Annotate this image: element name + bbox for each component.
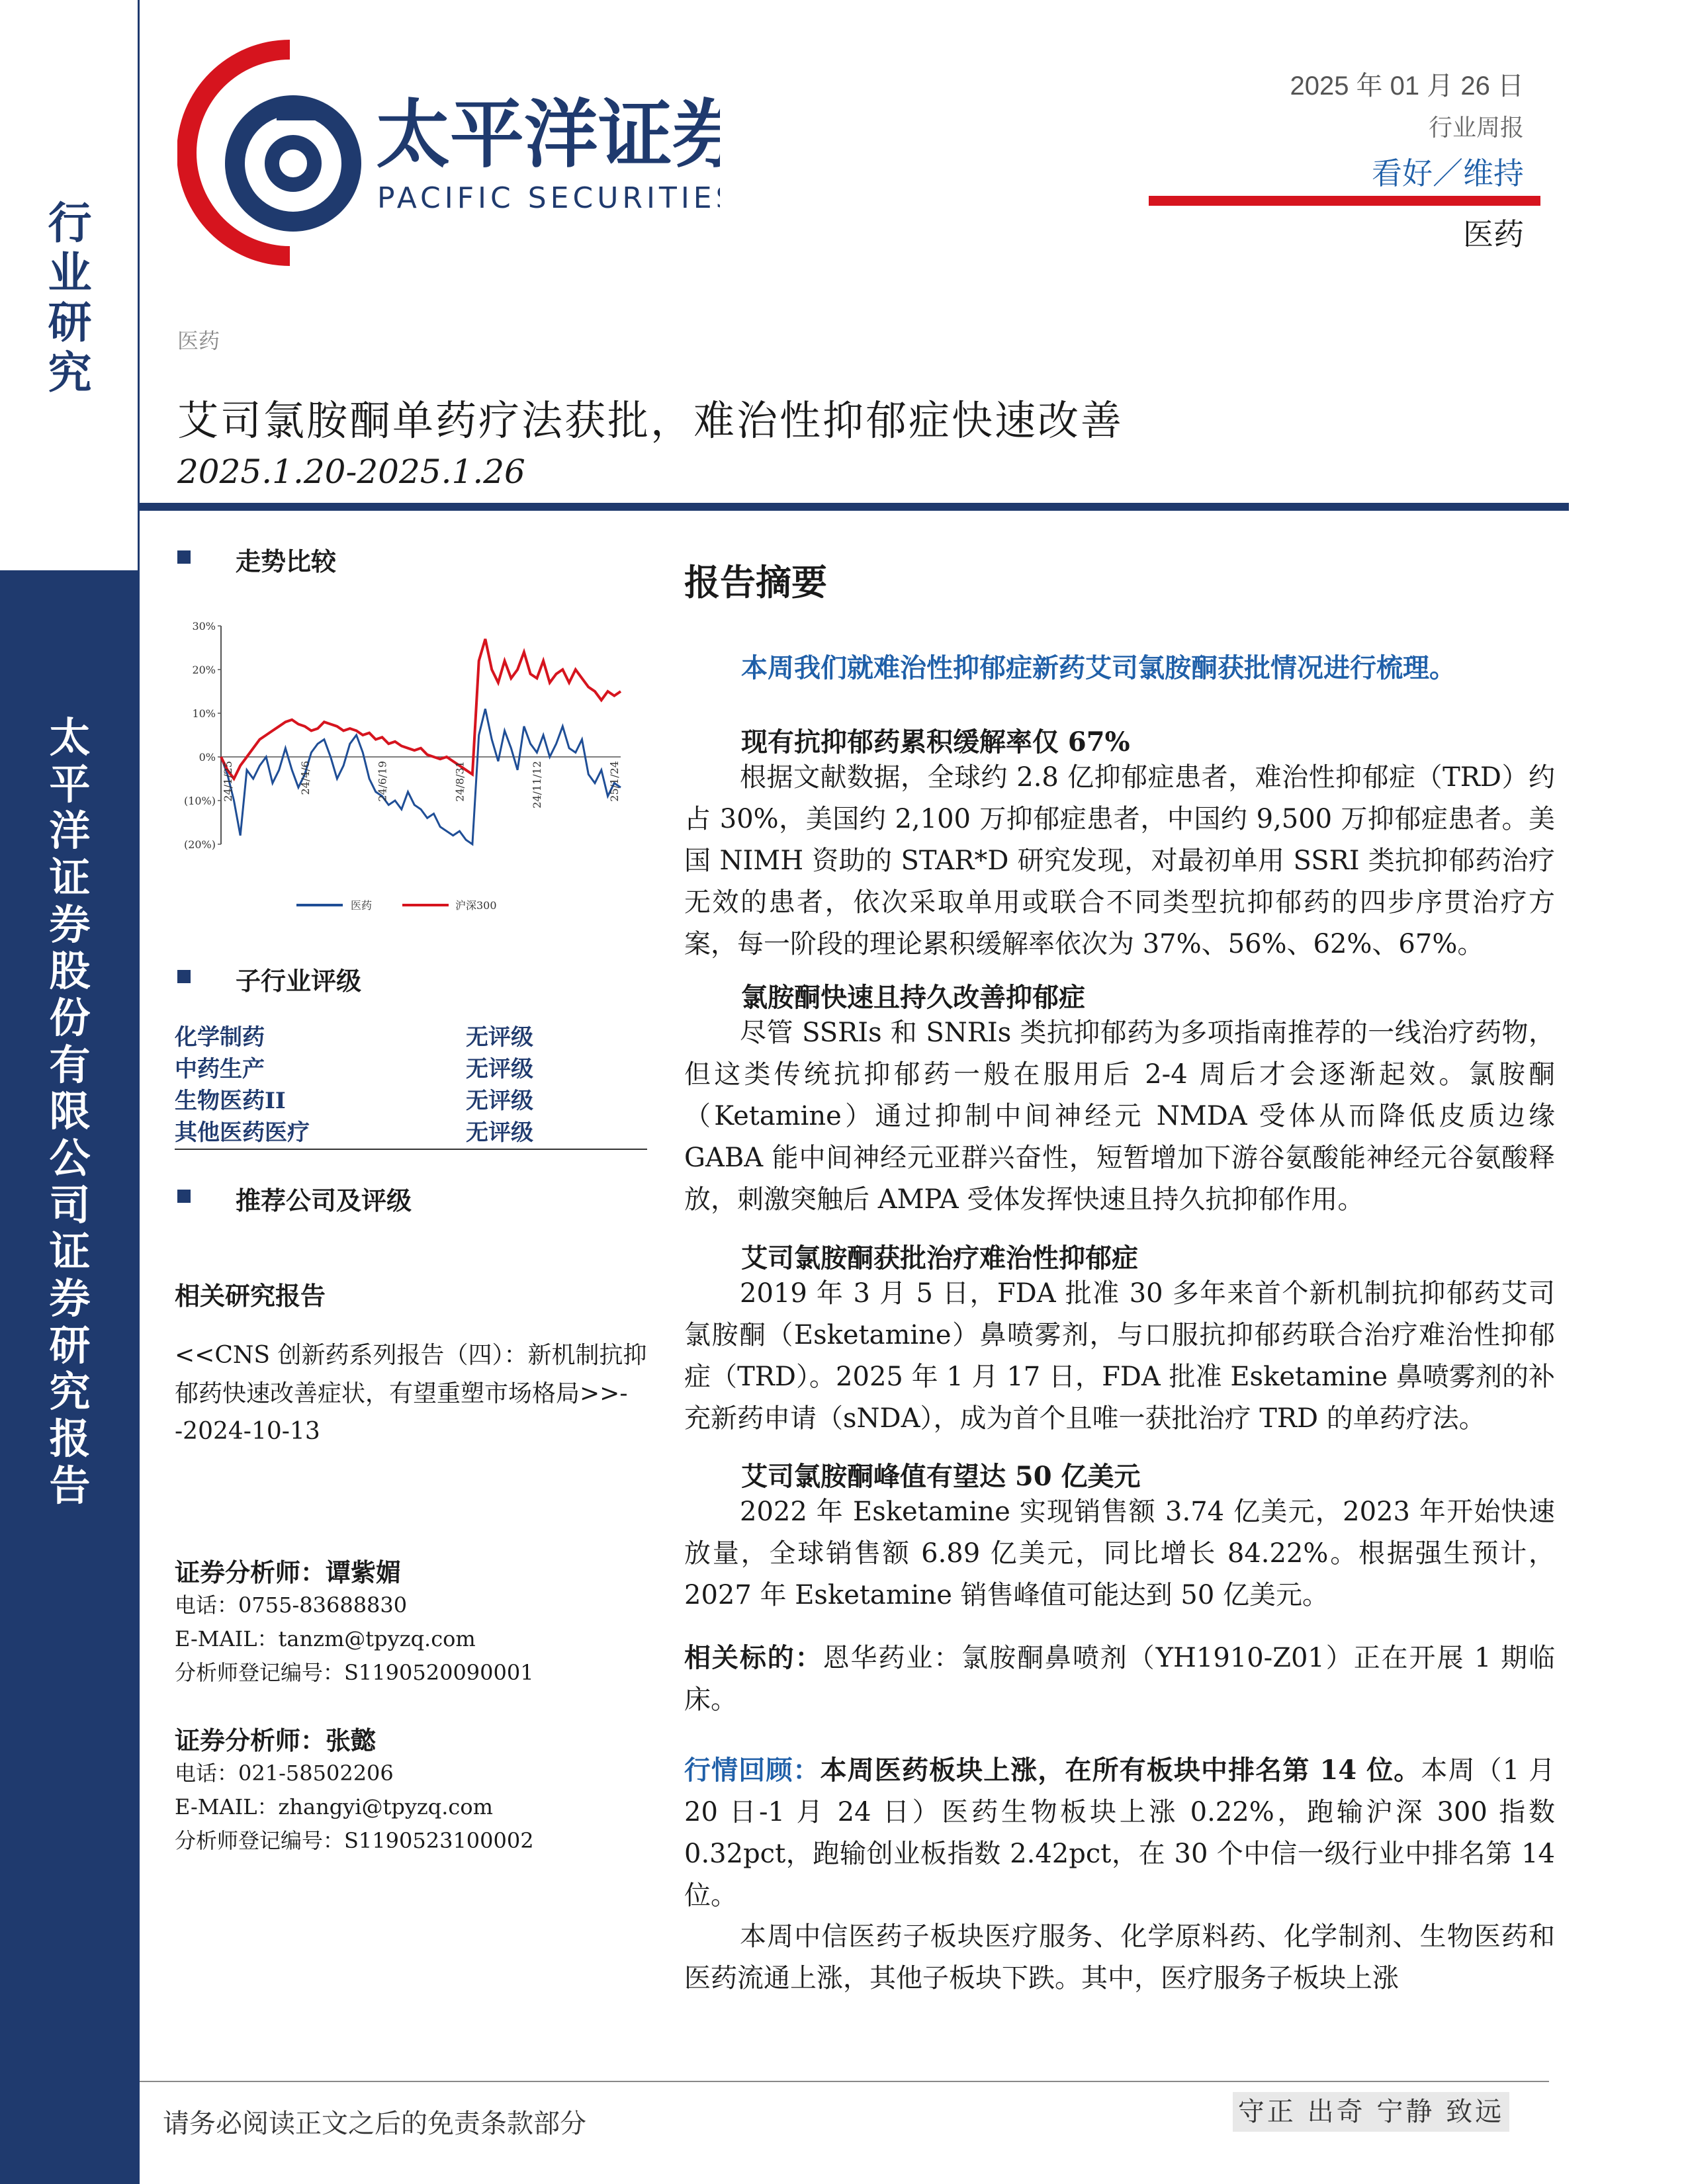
header-red-bar (1149, 196, 1540, 206)
subindustry-rating: 无评级 (466, 1088, 533, 1114)
y-tick-label: 10% (192, 707, 216, 720)
trend-heading: 走势比较 (236, 546, 337, 576)
x-tick-label: 24/11/12 (531, 761, 544, 808)
subindustry-name: 中药生产 (175, 1056, 265, 1082)
y-tick-label: (10%) (183, 795, 216, 807)
report-type: 行业周报 (1428, 114, 1524, 141)
analyst-phone: 电话：021-58502206 (175, 1761, 394, 1786)
abstract-heading: 报告摘要 (684, 561, 827, 603)
table-row (175, 1114, 647, 1146)
analyst-email[interactable]: E-MAIL：zhangyi@tpyzq.com (175, 1794, 493, 1820)
section-subhead: 现有抗抑郁药累积缓解率仅 67% (741, 726, 1130, 758)
x-tick-label: 24/4/6 (298, 761, 312, 795)
table-bottom-rule (175, 1149, 647, 1150)
logo-cn-text: 太平洋证券 (376, 92, 720, 178)
legend-label-pharma: 医药 (351, 899, 373, 912)
company-logo (177, 34, 720, 273)
section-body: 根据文献数据，全球约 2.8 亿抑郁症患者，难治性抑郁症（TRD）约占 30%，美国约 2,100 万抑郁症患者，中国约 9,500 万抑郁症患者。美国 NIMH 资助的 STAR*D 研究发现，对最初单用 SSRI 类抗抑郁药治疗无效的患者，依次采取单用或联合不同类型抗抑郁药的四步序贯治疗方案，每一阶段的理论累积缓解率依次为 37%、56%、62%、67%。 (684, 762, 1555, 959)
series-line-pharma (221, 709, 621, 844)
analyst-reg: 分析师登记编号：S1190523100002 (175, 1828, 534, 1854)
report-date: 2025 年 01 月 26 日 (1290, 71, 1524, 101)
y-tick-label: 30% (192, 620, 216, 633)
section-body: 2019 年 3 月 5 日，FDA 批准 30 多年来首个新机制抗抑郁药艾司氯胺酮（Esketamine）鼻喷雾剂，与口服抗抑郁药联合治疗难治性抑郁症（TRD）。2025 年 1 月 17 日，FDA 批准 Esketamine 鼻喷雾剂的补充新药申请（sNDA），成为首个且唯一获批治疗 TRD 的单药疗法。 (684, 1278, 1555, 1434)
analyst-block (175, 1552, 647, 1690)
footer-motto: 守正 出奇 宁静 致远 (1233, 2092, 1509, 2132)
series-line-hs300 (221, 639, 621, 779)
section-bullet (177, 1190, 191, 1203)
report-period: 2025.1.20-2025.1.26 (177, 453, 525, 491)
legend-label-hs300: 沪深300 (455, 899, 497, 912)
analyst-block (175, 1720, 647, 1858)
x-tick-label: 24/6/19 (376, 761, 389, 802)
related-target-label: 相关标的： (684, 1642, 823, 1673)
trend-chart-svg (177, 609, 654, 926)
market-review-text: 本周（1 月 20 日-1 月 24 日）医药生物板块上涨 0.22%，跑输沪深 300 指数 0.32pct，跑输创业板指数 2.42pct，在 30 个中信一级行业中排名第 14 位。 (684, 1755, 1556, 1911)
subindustry-rating: 无评级 (466, 1056, 533, 1082)
analyst-title: 证券分析师：张懿 (175, 1725, 377, 1755)
related-target-text: 恩华药业：氯胺酮鼻喷剂（YH1910-Z01）正在开展 1 期临床。 (684, 1643, 1556, 1715)
x-tick-label: 24/1/25 (222, 761, 234, 802)
abstract-lead: 本周我们就难治性抑郁症新药艾司氯胺酮获批情况进行梳理。 (741, 652, 1456, 683)
footer-disclaimer: 请务必阅读正文之后的免责条款部分 (163, 2109, 586, 2139)
subindustry-rating: 无评级 (466, 1119, 533, 1146)
industry-rating: 看好／维持 (1372, 156, 1524, 191)
market-review-paragraph-2: 本周中信医药子板块医疗服务、化学原料药、化学制剂、生物医药和医药流通上涨，其他子板块下跌。其中，医疗服务子板块上涨 (684, 1921, 1555, 1993)
related-report-link[interactable]: <<CNS 创新药系列报告（四）：新机制抗抑郁药快速改善症状，有望重塑市场格局>>--2024-10-13 (175, 1342, 647, 1446)
recommend-heading: 推荐公司及评级 (236, 1186, 412, 1215)
report-title: 艾司氯胺酮单药疗法获批，难治性抑郁症快速改善 (177, 396, 1124, 445)
section-subhead: 氯胺酮快速且持久改善抑郁症 (741, 982, 1085, 1013)
section-body: 2022 年 Esketamine 实现销售额 3.74 亿美元，2023 年开始快速放量，全球销售额 6.89 亿美元，同比增长 84.22%。根据强生预计，2027 年 Esketamine 销售峰值可能达到 50 亿美元。 (684, 1497, 1555, 1610)
analyst-email[interactable]: E-MAIL：tanzm@tpyzq.com (175, 1626, 476, 1652)
analyst-phone: 电话：0755-83688830 (175, 1593, 408, 1618)
section-subhead: 艾司氯胺酮获批治疗难治性抑郁症 (741, 1243, 1138, 1274)
sector-small-label: 医药 (177, 328, 220, 353)
market-review-paragraph (684, 1749, 1555, 1917)
x-tick-label: 25/1/24 (608, 761, 621, 802)
sector-label: 医药 (1463, 217, 1524, 251)
subindustry-name: 化学制药 (175, 1024, 265, 1051)
y-tick-label: 0% (199, 751, 216, 764)
y-tick-label: (20%) (183, 838, 216, 851)
market-review-label: 行情回顾： (684, 1755, 821, 1786)
trend-chart (177, 609, 654, 926)
subindustry-name: 其他医药医疗 (175, 1119, 310, 1146)
table-row (175, 1051, 647, 1082)
market-review-bold: 本周医药板块上涨，在所有板块中排名第 14 位。 (820, 1755, 1421, 1786)
logo-en-text: PACIFIC SECURITIES (377, 181, 720, 215)
section-bullet (177, 550, 191, 564)
x-tick-label: 24/8/31 (453, 761, 466, 802)
analyst-title: 证券分析师：谭紫媚 (175, 1557, 402, 1587)
footer-divider (140, 2081, 1549, 2082)
subindustry-rating: 无评级 (466, 1024, 533, 1051)
y-tick-label: 20% (192, 664, 216, 676)
sidebar-company-label: 太 平 洋 证 券 股 份 有 限 公 司 证 券 研 究 报 告 (49, 713, 91, 1510)
subindustry-heading: 子行业评级 (236, 966, 362, 996)
related-heading: 相关研究报告 (175, 1281, 326, 1311)
title-divider (140, 503, 1569, 511)
analyst-reg: 分析师登记编号：S1190520090001 (175, 1660, 534, 1686)
table-row (175, 1082, 647, 1114)
sidebar-category-label: 行 业 研 究 (48, 197, 92, 398)
section-bullet (177, 970, 191, 983)
section-body: 尽管 SSRIs 和 SNRIs 类抗抑郁药为多项指南推荐的一线治疗药物，但这类传统抗抑郁药一般在服用后 2-4 周后才会逐渐起效。氯胺酮（Ketamine）通过抑制中间神经元 NMDA 受体从而降低皮质边缘 GABA 能中间神经元亚群兴奋性，短暂增加下游谷氨酸能神经元谷氨酸释放，刺激突触后 AMPA 受体发挥快速且持久抗抑郁作用。 (684, 1018, 1555, 1215)
section-subhead: 艾司氯胺酮峰值有望达 50 亿美元 (741, 1461, 1141, 1492)
table-row (175, 1019, 647, 1051)
subindustry-name: 生物医药II (175, 1088, 286, 1114)
subindustry-table (175, 1019, 647, 1150)
related-target-paragraph (684, 1637, 1555, 1721)
